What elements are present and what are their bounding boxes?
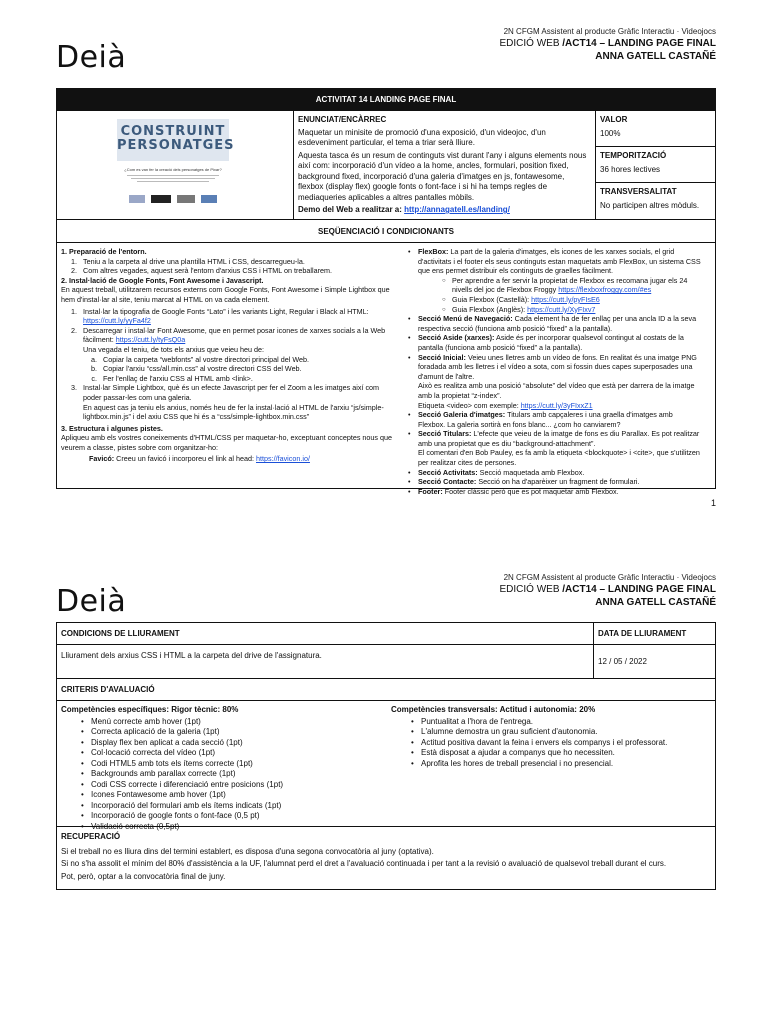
sub-list-item: ○ Guia Flexbox (Castellà): https://cutt.ly/pyFIsE6	[442, 295, 701, 305]
font-awesome-link[interactable]: https://cutt.ly/tyFsQ0a	[115, 335, 186, 345]
list-item: • Secció Contacte: Secció on ha d'aparèixer un fragment de formulari.	[406, 477, 701, 487]
list-item: 2. Com altres vegades, aquest serà l'entorn d'arxius CSS i HTML on treballarem.	[71, 266, 332, 276]
specific-list	[61, 717, 391, 833]
sub-list-item: ○ Guia Flexbox (Anglès): https://cutt.ly/XyFIxv7	[442, 305, 701, 315]
flexbox-froggy-link[interactable]: https://flexboxfroggy.com/#es	[558, 285, 652, 295]
list-item: 1. Instal·lar la tipografia de Google Fonts “Lato” i les variants Light, Regular i Black al HTML: https://cutt.ly/yyFa4f2	[71, 306, 369, 326]
list-item: 1. Teniu a la carpeta al drive una plantilla HTML i CSS, descarregueu-la.	[71, 256, 305, 266]
recovery-line: Pot, però, optar a la convocatòria final de juny.	[61, 871, 226, 881]
edition-title: /ACT14 – LANDING PAGE FINAL	[562, 38, 716, 49]
sequence-body	[57, 243, 715, 496]
activity-table	[56, 88, 716, 496]
list-item: • Codi CSS correcte i diferenciació entre posicions (1pt)	[79, 780, 391, 791]
list-item: • Està disposat a ajudar a companys que ho necessiten.	[409, 748, 711, 759]
document-page-2	[0, 512, 768, 1024]
time-label: TEMPORITZACIÓ	[600, 151, 667, 160]
list-item: • Actitud positiva davant la feina i envers els companys i el professorat.	[409, 738, 711, 749]
transversality-text: No participen altres mòduls.	[600, 200, 700, 210]
sequence-right-column	[406, 247, 711, 496]
sub-list-item: ○ Per aprendre a fer servir la propietat de Flexbox es recomana jugar els 24 nivells del joc de Flexbox Froggy https://flexboxfroggy.com/#es	[442, 276, 701, 295]
section-2-intro: En aquest treball, utilitzarem recursos externs com Google Fonts, Font Awesome i Simple Lightbox que hem d'instal·lar al site, teniu marcat al HTML on va cada element.	[61, 285, 390, 304]
list-item: • Menú correcte amb hover (1pt)	[79, 717, 391, 728]
video-example-link[interactable]: https://cutt.ly/3yFIxxZ1	[520, 400, 593, 410]
deia-logo: Deià	[56, 584, 127, 619]
value-text: 100%	[600, 128, 621, 138]
list-item: • Secció Aside (xarxes): Aside és per incorporar qualsevol contingut al costats de la pantalla (funciona amb posició “fixed” a la pantalla).	[406, 333, 701, 352]
delivery-row	[57, 645, 715, 679]
favicon-line: Favicó: Creeu un favicó i incorporeu el link al head: https://favicon.io/	[89, 454, 310, 464]
page-header	[499, 26, 716, 63]
statement-p2: Aquesta tasca és un resum de continguts vist durant l'any i alguns elements nous així com: incorporació d'un vídeo a la home, ancles, formulari, position fixed, background fixed, incorporació d'una galeria d'imatges en js, fontawesome, flexbox (display flex) google fonts o font-face i si hi ha temps regles de mediaqueries aplicables a altres pantalles mòbils.	[298, 150, 587, 202]
recovery-section	[57, 827, 715, 887]
recovery-line: Si no s'ha assolit el mínim del 80% d'assistència a la UF, l'alumnat perd el dret a l'avaluació continuada i per tant a la revisió o avaluació de qualsevol treball durant el curs.	[61, 859, 667, 868]
transversal-list	[391, 717, 711, 770]
info-cell	[596, 111, 715, 219]
list-item: • L'alumne demostra un grau suficient d'autonomia.	[409, 727, 711, 738]
page-number: 1	[710, 498, 716, 508]
delivery-header-row	[57, 623, 715, 645]
date-label: DATA DE LLIURAMENT	[598, 629, 687, 638]
thumbnail-logos	[129, 195, 219, 205]
section-3-intro: Apliqueu amb els vostres coneixements d'HTML/CSS per maquetar-ho, exceptuant conceptes nous que veurem a classe, pistes sobre com organitzar-ho:	[61, 433, 392, 452]
recovery-label: RECUPERACIÓ	[61, 832, 121, 841]
specific-competences	[61, 705, 391, 831]
delivery-date: 12 / 05 / 2022	[598, 657, 647, 666]
activity-title-bar: ACTIVITAT 14 LANDING PAGE FINAL	[57, 89, 715, 111]
google-fonts-link[interactable]: https://cutt.ly/yyFa4f2	[83, 316, 151, 326]
edition-prefix: EDICIÓ WEB	[499, 38, 560, 49]
thumbnail-banner	[117, 119, 235, 161]
course-line: 2N CFGM Assistent al producte Gràfic Interactiu · Videojocs	[503, 27, 716, 36]
time-text: 36 hores lectives	[600, 164, 661, 174]
list-item: • Aprofita les hores de treball presencial i no presencial.	[409, 759, 711, 770]
sequence-bar: SEQÜENCIACIÓ I CONDICIONANTS	[57, 220, 715, 243]
author-name: ANNA GATELL CASTAÑÉ	[595, 597, 716, 608]
course-line: 2N CFGM Assistent al producte Gràfic Interactiu · Videojocs	[503, 573, 716, 582]
list-item: • Incorporació de google fonts o font-face (0,5 pt)	[79, 811, 391, 822]
favicon-link[interactable]: https://favicon.io/	[256, 454, 310, 464]
specific-title: Competències específiques: Rigor tècnic: 80%	[61, 705, 239, 714]
criteria-body	[57, 701, 715, 831]
list-item: • Secció Activitats: Secció maquetada amb Flexbox.	[406, 468, 701, 478]
conditions-table	[56, 622, 716, 890]
flexbox-guide-en-link[interactable]: https://cutt.ly/XyFIxv7	[527, 304, 596, 314]
edition-line	[499, 37, 716, 50]
thumbnail-cell	[57, 111, 294, 219]
list-item: • Backgrounds amb parallax correcte (1pt)	[79, 769, 391, 780]
statement-label: ENUNCIAT/ENCÀRREC	[298, 115, 387, 124]
delivery-label: CONDICIONS DE LLIURAMENT	[57, 623, 594, 644]
list-item: • Incorporació del formulari amb els ítems indicats (1pt)	[79, 801, 391, 812]
list-item: 3. Instal·lar Simple Lightbox, què és un efecte Javascript per fer el Zoom a les imatges així com poder passar-les com una galeria. En aquest cas ja teniu els arxius, només heu de fer la instal·lació al HTML de l'arxiu “js/simple-lightbox.min.js” i del axiu CSS que hi és a “css/simple-lightbox.min.css”	[71, 383, 384, 422]
thumbnail-text-lines	[117, 173, 229, 183]
list-item: • FlexBox: La part de la galeria d'imatges, els icones de les xarxes socials, el grid d'activitats i el footer els seus continguts estan maquetats amb FlexBox, un sistema CSS que ens permet distribuir els continguts de graelles fàcilment. ○ Per aprendre a fer servir la propietat de Flexbox es recomana jugar els 24 nivells del joc de Flexbox Froggy https://flexboxfroggy.com/#es ○ Guia Flexbox (Castellà): https://cutt.ly/pyFIsE6 ○ Guia Flexbox (Anglès): https://cutt.ly/XyFIxv7	[406, 247, 701, 314]
list-item: • Secció Galeria d'imatges: Titulars amb capçaleres i una graella d'imatges amb Flexbox. La galeria sortirà en fons blanc... ¿com ho canviarem?	[406, 410, 701, 429]
demo-link[interactable]: http://annagatell.es/landing/	[404, 205, 510, 214]
flexbox-guide-es-link[interactable]: https://cutt.ly/pyFIsE6	[531, 294, 600, 304]
transversality-box	[596, 183, 715, 215]
delivery-text: Lliurament dels arxius CSS i HTML a la carpeta del drive de l'assignatura.	[57, 645, 594, 678]
sub-list-item: a. Copiar la carpeta “webfonts” al vostre directori principal del Web.	[91, 354, 310, 364]
thumbnail-title: CONSTRUINT PERSONATGES	[117, 124, 235, 153]
sequence-left-column	[61, 247, 406, 496]
value-label: VALOR	[600, 115, 628, 124]
value-box	[596, 111, 715, 147]
transversal-title: Competències transversals: Actitud i autonomia: 20%	[391, 705, 596, 714]
time-box	[596, 147, 715, 183]
list-item: • Footer: Footer clàssic però que es pot maquetar amb Flexbox.	[406, 487, 701, 497]
deia-logo: Deià	[56, 40, 127, 75]
page-header	[499, 572, 716, 609]
list-item: • Display flex ben aplicat a cada secció (1pt)	[79, 738, 391, 749]
author-name: ANNA GATELL CASTAÑÉ	[595, 51, 716, 62]
recovery-line: Si el treball no es lliura dins del termini establert, es disposa d'una segona convocatòria al juny (optativa).	[61, 846, 434, 856]
list-item: • Secció Inicial: Veieu unes lletres amb un vídeo de fons. En realitat és una imatge PNG foradada amb les lletres i el vídeo a sota, com si fossin dues capes superposades una d'amunt de l'altre. Això es realitza amb una posició “absolute” del vídeo que està per darrera de la imatge amb la propietat “z-index”. Etiqueta <video> com exemple: https://cutt.ly/3yFIxxZ1	[406, 353, 701, 411]
list-item: • Correcta aplicació de la galeria (1pt)	[79, 727, 391, 738]
section-3-title: 3. Estructura i algunes pistes.	[61, 423, 163, 433]
sub-list-item: b. Copiar l'arxiu “css/all.min.css” al vostre directori CSS del Web.	[91, 364, 302, 374]
list-item: • Secció Titulars: L'efecte que veieu de la imatge de fons es diu Parallax. Es pot realitzar amb una propietat que es diu “background-attachment”. El comentari d'en Bob Pauley, es fa amb la etiqueta <blockquote> i <cite>, que s'utilitzen per realitzar cites de persones.	[406, 429, 701, 467]
thumbnail-caption: ¿Com es van fer la creació dels personatges de Pixar?	[124, 167, 222, 172]
hints-list	[406, 247, 701, 496]
list-item: • Secció Menú de Navegació: Cada element ha de fer enllaç per una ancla ID a la seva respectiva secció (funciona amb posició “fixed” a la pantalla).	[406, 314, 701, 333]
list-item: • Codi HTML5 amb tots els ítems correcte (1pt)	[79, 759, 391, 770]
transversality-label: TRANSVERSALITAT	[600, 187, 677, 196]
list-item: • Icones Fontawesome amb hover (1pt)	[79, 790, 391, 801]
activity-row	[57, 111, 715, 220]
list-item: • Col·locació correcta del vídeo (1pt)	[79, 748, 391, 759]
list-item: 2. Descarregar i instal·lar Font Awesome, que en permet posar icones de xarxes socials a la Web fàcilment: https://cutt.ly/tyFsQ0a Una vegada el teniu, de tots els arxius que veieu heu de:	[71, 325, 386, 354]
statement-cell	[294, 111, 596, 219]
section-2-title: 2. Instal·lació de Google Fonts, Font Awesome i Javascript.	[61, 275, 264, 285]
list-item: • Validació correcta (0,5pt)	[79, 822, 391, 833]
demo-line: Demo del Web a realitzar a: http://annagatell.es/landing/	[298, 205, 510, 214]
transversal-competences	[391, 705, 711, 822]
list-item: • Puntualitat a l'hora de l'entrega.	[409, 717, 711, 728]
sub-list-item: c. Fer l'enllaç de l'arxiu CSS al HTML amb <link>.	[91, 373, 253, 383]
edition-line: EDICIÓ WEB /ACT14 – LANDING PAGE FINAL	[499, 584, 716, 595]
section-1-title: 1. Preparació de l'entorn.	[61, 247, 147, 256]
criteria-label: CRITERIS D'AVALUACIÓ	[57, 679, 715, 701]
statement-p1: Maquetar un minisite de promoció d'una exposició, d'un videojoc, d'un esdeveniment particular, el tema a triar serà lliure.	[298, 127, 546, 147]
